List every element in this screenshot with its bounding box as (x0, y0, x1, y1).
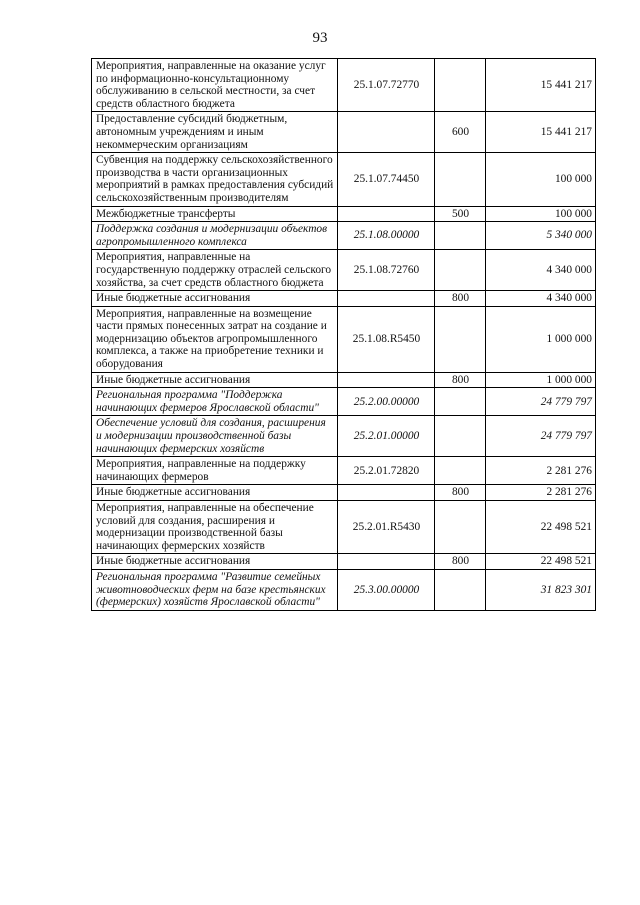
row-name-cell (92, 372, 338, 388)
table-row (92, 569, 596, 610)
row-code: 25.3.00.00000 (338, 569, 435, 610)
row-name: Мероприятия, направленные на обеспечение условий для создания, расширения и модернизации производственной базы начинающих фермерских хозяйств (96, 502, 314, 552)
row-sum: 24 779 797 (486, 388, 596, 416)
row-name-cell (92, 222, 338, 250)
page-number: 93 (312, 30, 328, 46)
row-name: Иные бюджетные ассигнования (96, 555, 251, 568)
row-type (435, 501, 486, 554)
row-code (338, 554, 435, 570)
row-code: 25.1.07.72770 (338, 59, 435, 112)
row-type: 800 (435, 554, 486, 570)
row-code (338, 291, 435, 307)
row-name: Мероприятия, направленные на возмещение части прямых понесенных затрат на создание и модернизацию объектов агропромышленного комплекса, а также на приобретение техники и оборудования (96, 307, 327, 371)
table-row (92, 306, 596, 372)
row-sum: 2 281 276 (486, 457, 596, 485)
row-sum: 4 340 000 (486, 250, 596, 291)
row-sum: 15 441 217 (486, 59, 596, 112)
row-code (338, 372, 435, 388)
row-sum: 1 000 000 (486, 372, 596, 388)
row-name-cell (92, 457, 338, 485)
row-type (435, 250, 486, 291)
row-sum: 15 441 217 (486, 112, 596, 153)
row-code (338, 112, 435, 153)
row-type (435, 306, 486, 372)
row-name: Субвенция на поддержку сельскохозяйственного производства в части организационных мероприятий в рамках предоставления субсидий сельскохозяйственным производителям (96, 154, 334, 204)
row-sum: 1 000 000 (486, 306, 596, 372)
row-type: 500 (435, 206, 486, 222)
row-name-cell (92, 388, 338, 416)
row-type (435, 153, 486, 206)
table-row (92, 457, 596, 485)
row-sum: 2 281 276 (486, 485, 596, 501)
row-name-cell (92, 153, 338, 206)
row-sum: 22 498 521 (486, 501, 596, 554)
row-type (435, 388, 486, 416)
table-row (92, 485, 596, 501)
row-code: 25.2.00.00000 (338, 388, 435, 416)
row-name: Иные бюджетные ассигнования (96, 486, 251, 499)
table-row (92, 388, 596, 416)
row-name-cell (92, 306, 338, 372)
row-type (435, 416, 486, 457)
row-name-cell (92, 501, 338, 554)
row-name-cell (92, 554, 338, 570)
table-row (92, 59, 596, 112)
row-type (435, 59, 486, 112)
row-name-cell (92, 569, 338, 610)
row-type: 800 (435, 291, 486, 307)
row-code: 25.2.01.00000 (338, 416, 435, 457)
row-code: 25.2.01.R5430 (338, 501, 435, 554)
row-type (435, 457, 486, 485)
row-name-cell (92, 59, 338, 112)
table-row (92, 554, 596, 570)
row-name-cell (92, 206, 338, 222)
row-type: 800 (435, 372, 486, 388)
row-sum: 100 000 (486, 153, 596, 206)
budget-table-body (92, 59, 596, 611)
row-code: 25.1.08.72760 (338, 250, 435, 291)
row-name-cell (92, 112, 338, 153)
table-row (92, 153, 596, 206)
row-name: Межбюджетные трансферты (96, 207, 236, 220)
row-name: Иные бюджетные ассигнования (96, 292, 251, 305)
row-sum: 100 000 (486, 206, 596, 222)
row-name-cell (92, 250, 338, 291)
row-name: Региональная программа "Развитие семейных животноводческих ферм на базе крестьянских (фермерских) хозяйств Ярославской области" (96, 570, 326, 609)
row-name: Мероприятия, направленные на поддержку начинающих фермеров (96, 458, 306, 483)
row-name: Поддержка создания и модернизации объектов агропромышленного комплекса (96, 223, 328, 248)
table-row (92, 372, 596, 388)
table-row (92, 206, 596, 222)
row-code: 25.1.08.00000 (338, 222, 435, 250)
row-name: Предоставление субсидий бюджетным, автономным учреждениям и иным некоммерческим организациям (96, 113, 288, 151)
row-name: Мероприятия, направленные на оказание услуг по информационно-консультационному обслуживанию в сельской местности, за счет средств областного бюджета (96, 60, 326, 110)
table-row (92, 291, 596, 307)
table-row (92, 222, 596, 250)
row-sum: 24 779 797 (486, 416, 596, 457)
table-row (92, 501, 596, 554)
row-sum: 5 340 000 (486, 222, 596, 250)
row-code: 25.1.08.R5450 (338, 306, 435, 372)
row-type (435, 222, 486, 250)
row-name: Иные бюджетные ассигнования (96, 373, 251, 386)
row-name: Мероприятия, направленные на государственную поддержку отраслей сельского хозяйства, за счет средств областного бюджета (96, 251, 332, 289)
row-sum: 4 340 000 (486, 291, 596, 307)
row-code: 25.1.07.74450 (338, 153, 435, 206)
budget-table (91, 58, 596, 611)
row-type: 800 (435, 485, 486, 501)
table-row (92, 416, 596, 457)
row-name: Региональная программа "Поддержка начинающих фермеров Ярославской области" (96, 389, 319, 414)
row-code (338, 485, 435, 501)
table-row (92, 250, 596, 291)
row-sum: 31 823 301 (486, 569, 596, 610)
row-type (435, 569, 486, 610)
row-name-cell (92, 291, 338, 307)
table-row (92, 112, 596, 153)
row-name: Обеспечение условий для создания, расширения и модернизации производственной базы начинающих фермерских хозяйств (96, 417, 326, 455)
row-code (338, 206, 435, 222)
row-sum: 22 498 521 (486, 554, 596, 570)
row-name-cell (92, 416, 338, 457)
row-code: 25.2.01.72820 (338, 457, 435, 485)
row-type: 600 (435, 112, 486, 153)
row-name-cell (92, 485, 338, 501)
